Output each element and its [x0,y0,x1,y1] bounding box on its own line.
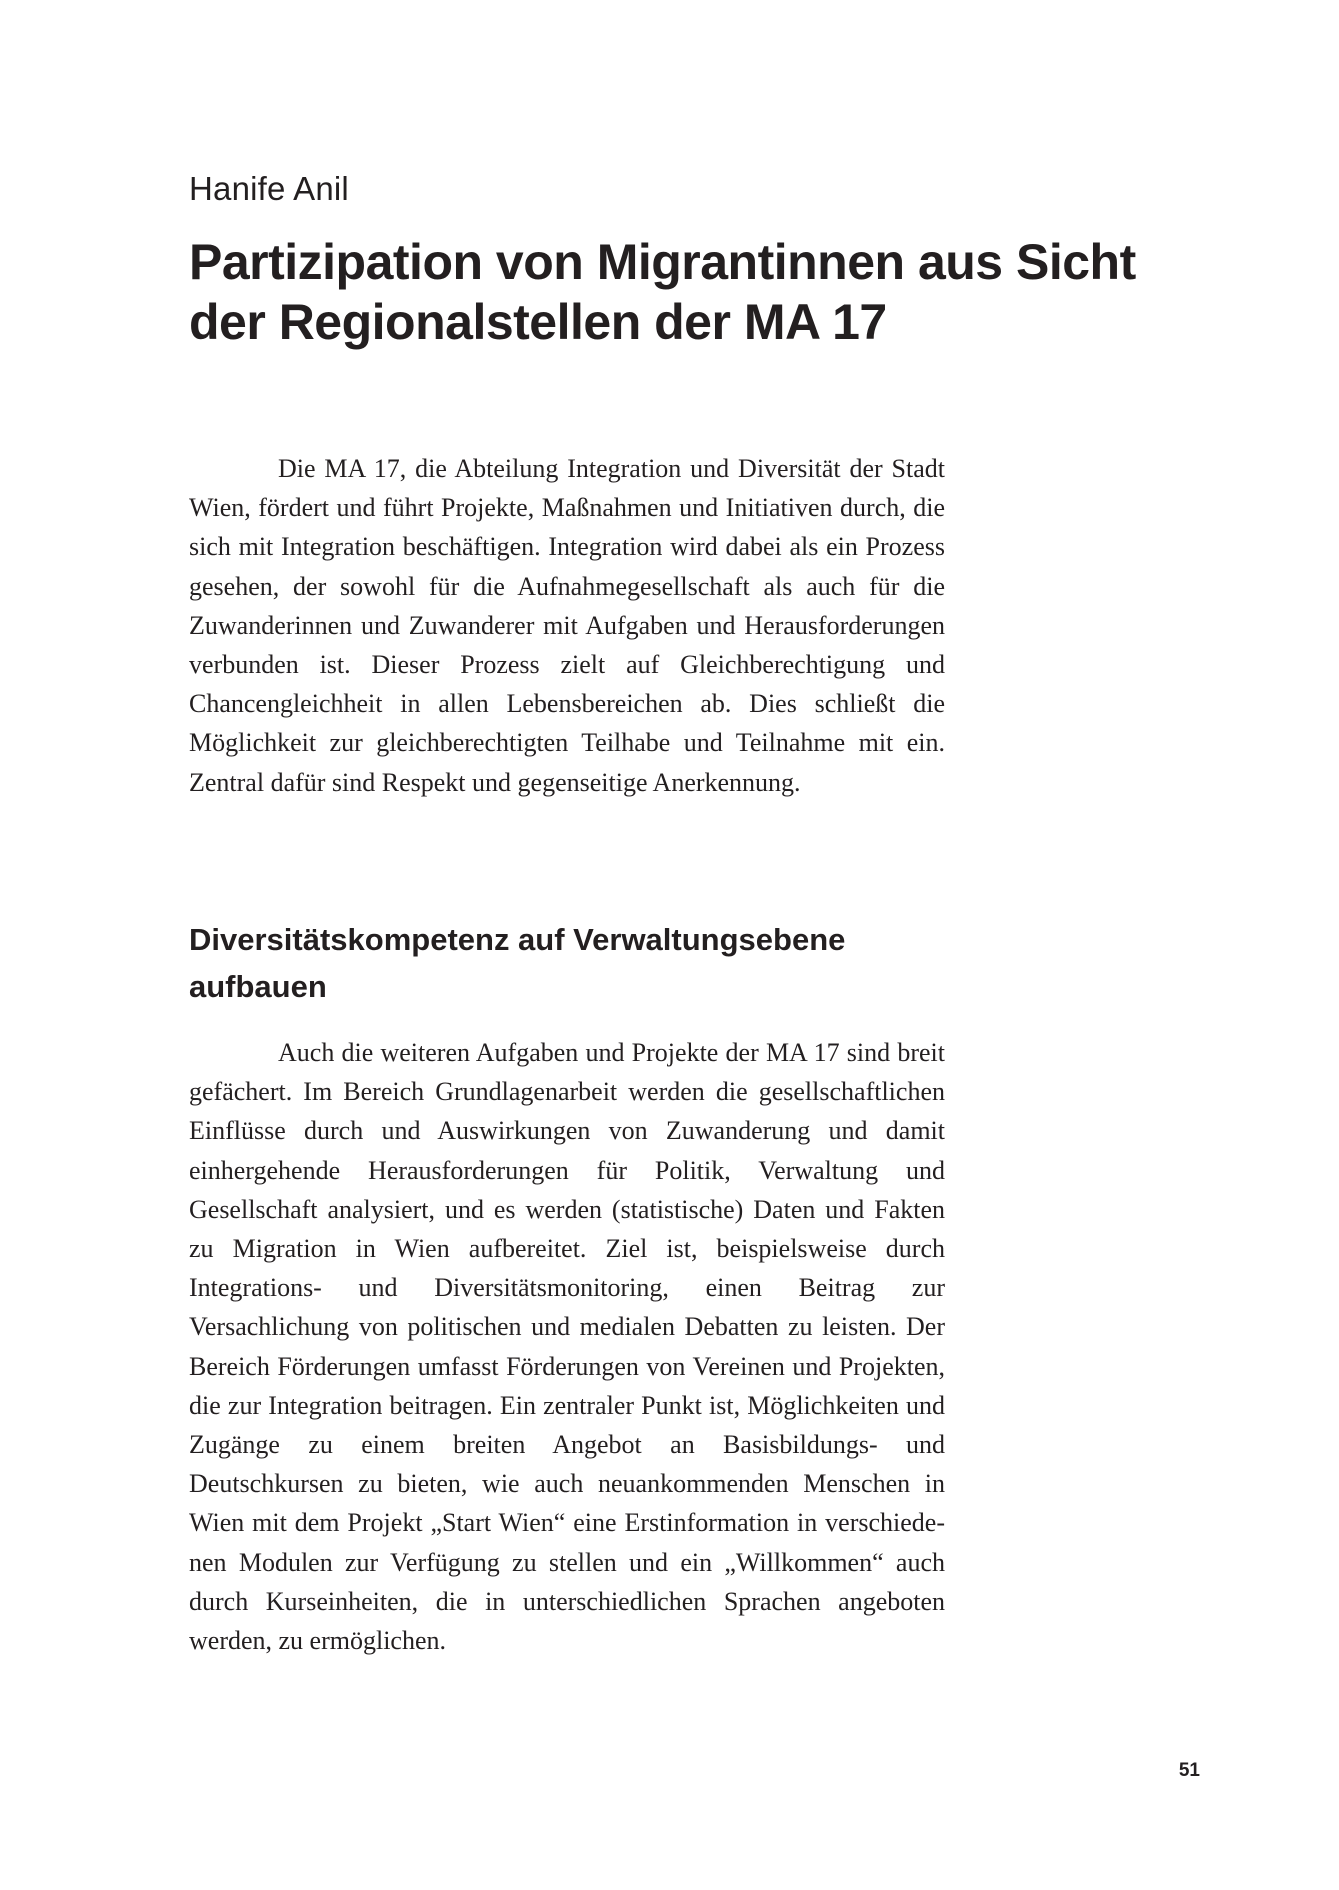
intro-paragraph: Die MA 17, die Abteilung Integration und Diversität der Stadt Wien, fördert und führt Projekte, Maßnahmen und Initiativen durch, die sich mit Integration beschäftigen. Integration wird dabei als ein Prozess gesehen, der sowohl für die Aufnahmegesellschaft als auch für die Zuwanderinnen und Zuwanderer mit Aufgaben und Herausforderungen verbunden ist. Dieser Prozess zielt auf Gleichberechtigung und Chancengleichheit in allen Lebensbereichen ab. Dies schließt die Möglichkeit zur gleichberechtigten Teilhabe und Teilnahme mit ein. Zentral dafür sind Respekt und gegenseitige Anerkennung. [189,454,945,797]
chapter-title: Partizipation von Migrantinnen aus Sicht der Regionalstellen der MA 17 [189,234,1136,350]
section-paragraph: Auch die weiteren Aufgaben und Projekte der MA 17 sind breit gefächert. Im Bereich Grundlagenarbeit werden die gesellschaftlichen Einflüsse durch und Auswirkungen von Zuwanderung und damit einhergehende Herausforderungen für Politik, Verwaltung und Gesellschaft analysiert, und es werden (statistische) Daten und Fakten zu Migration in Wien aufbereitet. Ziel ist, beispielsweise durch Integrations- und Diversitätsmonitoring, einen Beitrag zur Versachlichung von politischen und medialen Debatten zu leisten. Der Bereich Förderungen umfasst Förderungen von Vereinen und Projekten, die zur Integration beitragen. Ein zentraler Punkt ist, Möglichkeiten und Zugänge zu einem breiten Angebot an Basisbildungs- und Deutschkursen zu bieten, wie auch neuankommenden Menschen in Wien mit dem Projekt „Start Wien“ eine Erstinformation in verschiedenen Modulen zur Verfügung zu stellen und ein „Willkommen“ auch durch Kurseinheiten, die in unterschiedlichen Sprachen angeboten werden, zu ermöglichen. [189,1038,945,1656]
section-heading: Diversitätskompetenz auf Verwaltungsebene aufbauen [189,922,846,1004]
page-number: 51 [1178,1760,1200,1781]
author-name: Hanife Anil [189,170,349,207]
